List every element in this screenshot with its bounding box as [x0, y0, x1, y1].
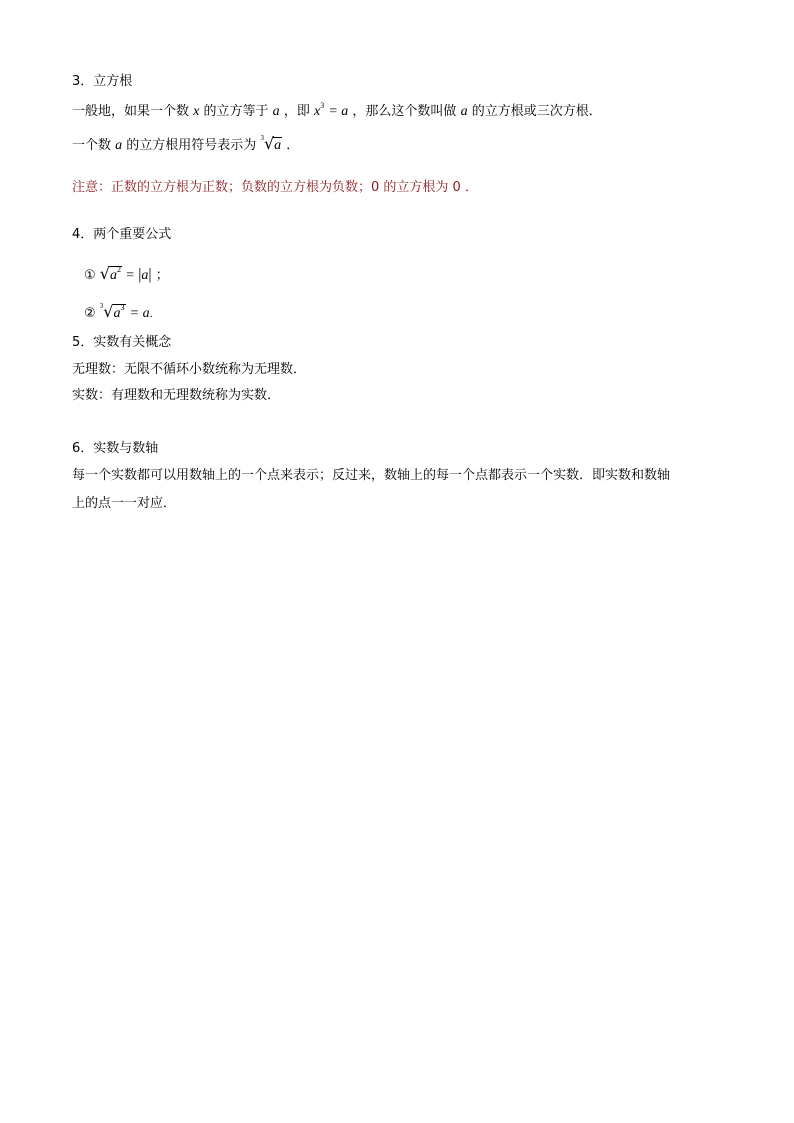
- exponent: 3: [120, 303, 125, 312]
- variable-a: a: [272, 104, 280, 119]
- radicand-base: a: [110, 268, 117, 283]
- section-5-heading: [72, 334, 171, 352]
- real-definition: [72, 387, 280, 405]
- irrational-text: 无理数：无限不循环小数统称为无理数．: [72, 362, 307, 377]
- definition-text: 的立方等于: [203, 104, 269, 119]
- section-5-heading-text: 5．实数有关概念: [72, 335, 172, 350]
- formula-punct: ；: [155, 268, 169, 283]
- cube-root-definition: [72, 103, 602, 121]
- exponent: 3: [320, 101, 325, 110]
- definition-text: 一般地，如果一个数: [72, 104, 190, 119]
- abs-bar-left: |: [138, 266, 142, 283]
- formula-number: ②: [84, 306, 96, 321]
- section-6-heading-text: 6．实数与数轴: [72, 441, 159, 456]
- exponent: 2: [117, 265, 121, 274]
- number-line-body-1: [72, 467, 670, 485]
- symbol-text: ．: [286, 138, 300, 153]
- real-text: 实数：有理数和无理数统称为实数．: [72, 388, 281, 403]
- root-index: 3: [99, 302, 104, 310]
- definition-text: ，那么这个数叫做: [352, 104, 457, 119]
- section-4-heading: [72, 226, 171, 244]
- cube-root-symbol-line: [72, 135, 299, 155]
- formula-1: [84, 265, 169, 285]
- square-root: $√a^2$: [99, 264, 121, 283]
- equals-sign: =: [126, 268, 135, 283]
- body-text: 上的点一一对应．: [72, 496, 177, 511]
- number-line-body-2: [72, 495, 176, 513]
- cube-root-note: [72, 179, 478, 197]
- symbol-text: 一个数: [72, 138, 112, 153]
- symbol-text: 的立方根用符号表示为: [126, 138, 257, 153]
- section-4-heading-text: 4．两个重要公式: [72, 227, 172, 242]
- note-text: 注意：正数的立方根为正数；负数的立方根为负数；0 的立方根为 0 ．: [72, 180, 478, 195]
- irrational-definition: [72, 361, 306, 379]
- equation-rhs: = a: [129, 306, 150, 321]
- section-3-heading-text: 3．立方根: [72, 74, 133, 89]
- equation-rhs: = a: [328, 104, 349, 119]
- section-6-heading: [72, 440, 158, 458]
- section-3-heading: [72, 73, 132, 91]
- body-text: 每一个实数都可以用数轴上的一个点来表示；反过来，数轴上的每一个点都表示一个实数．即实数和数轴: [72, 468, 671, 483]
- variable-a: a: [115, 138, 123, 153]
- variable-x: x: [193, 104, 200, 119]
- abs-bar-right: |: [148, 266, 152, 283]
- cube-root: $^3√a^3$: [99, 302, 125, 321]
- radicand: a: [274, 138, 282, 153]
- formula-number: ①: [84, 268, 96, 283]
- cube-root-symbol: $^3$√a: [260, 134, 282, 153]
- variable-a: a: [460, 104, 468, 119]
- root-index: 3: [260, 134, 264, 142]
- variable-a: a: [141, 268, 149, 283]
- definition-text: ，即: [283, 104, 310, 119]
- formula-punct: .: [149, 309, 153, 320]
- variable-x: x: [313, 104, 321, 119]
- radicand-base: a: [113, 306, 121, 321]
- definition-text: 的立方根或三次方根．: [471, 104, 602, 119]
- formula-2: [84, 303, 153, 324]
